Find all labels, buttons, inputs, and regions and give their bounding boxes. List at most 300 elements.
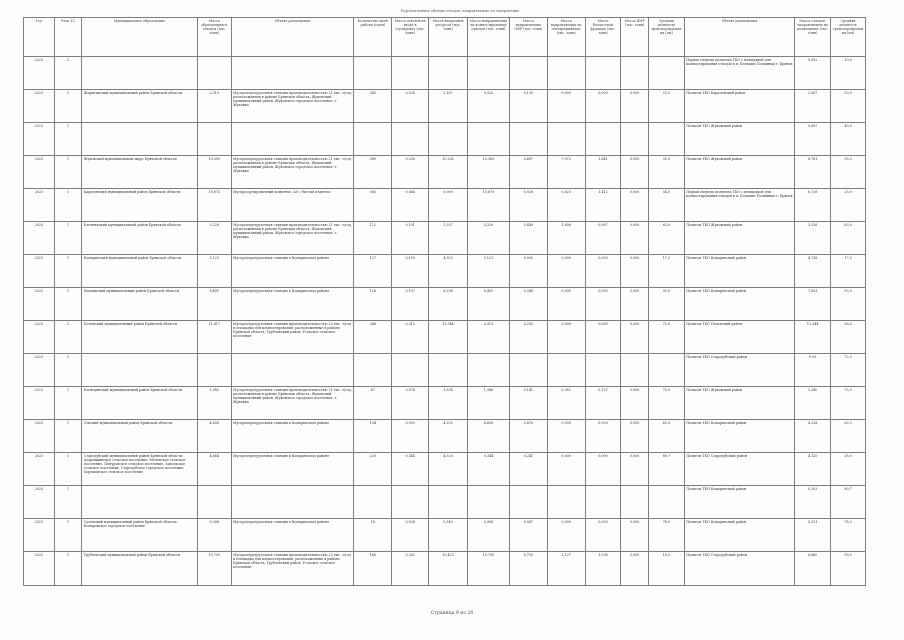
cell-stage: 1 [54, 486, 82, 519]
cell-stage: 1 [54, 123, 82, 156]
column-header: Масса отходов на входе в сортировку (тыс. тонн) [392, 18, 429, 57]
cell-days: 194 [354, 420, 392, 453]
cell-neutralization: 0,000 [547, 321, 585, 354]
cell-ballast [585, 486, 621, 519]
cell-ofr: 0,926 [509, 189, 547, 222]
cell-secondary: 10,255 [429, 156, 468, 189]
cell-distance: 54,0 [648, 189, 684, 222]
cell-facility [231, 123, 354, 156]
cell-mass: 5,123 [197, 255, 231, 288]
cell-input [392, 123, 429, 156]
page-number: Страница 9 из 26 [430, 611, 474, 616]
cell-mass: 3,328 [197, 222, 231, 255]
cell-municipality: Рогнединский муниципальный район Брянской области [82, 387, 198, 420]
table-row [24, 486, 866, 519]
cell-ballast [585, 123, 621, 156]
cell-municipality: Суземский муниципальный район Брянской области: Комаровское городское поселение [82, 519, 198, 552]
cell-distance: 72,0 [648, 321, 684, 354]
cell-compost: 10,389 [467, 156, 509, 189]
cell-secondary [429, 57, 468, 90]
cell-compost: 10,705 [467, 552, 509, 586]
cell-municipality: Комаричский муниципальный район Брянской области [82, 255, 198, 288]
cell-days: 360 [354, 156, 392, 189]
table-row [24, 519, 866, 552]
column-header: Объект размещения [684, 18, 794, 57]
cell-input [392, 486, 429, 519]
cell-municipality [82, 123, 198, 156]
cell-ofr: 0,735 [509, 552, 547, 586]
cell-distance: 93,0 [648, 288, 684, 321]
cell-municipality: Карачевский муниципальный район Брянской области [82, 189, 198, 222]
cell-compost: 0,344 [467, 453, 509, 486]
cell-days: 365 [354, 189, 392, 222]
column-header: Масса направляемых на компостирование отходов (тыс. тонн) [467, 18, 509, 57]
cell-ballast [585, 57, 621, 90]
cell-landfill: Первая очередь полигона ТКО с площадкой для компостирования отходов в п. Большие Полпинцы г. Брянск [684, 57, 794, 90]
cell-vmr: 0,000 [621, 255, 649, 288]
cell-ballast: 0,907 [585, 222, 621, 255]
cell-input: 0,074 [392, 387, 429, 420]
cell-distance: 63,0 [648, 420, 684, 453]
cell-stage: 1 [54, 189, 82, 222]
cell-landfill: Полигон ТКО Жуковский район [684, 387, 794, 420]
cell-year: 2023 [24, 255, 55, 288]
waste-flow-table [23, 17, 866, 586]
cell-ofr: 0,241 [509, 453, 547, 486]
cell-neutralization: 0,362 [547, 387, 585, 420]
cell-placed-mass: 0,321 [795, 519, 831, 552]
cell-days [354, 57, 392, 90]
cell-secondary: 1,337 [429, 222, 468, 255]
cell-facility: Мусороперегрузочная станция производительностью 23 тыс. т/год и площадка для компостирования, расположенные в районе Брянская область, Трубчевский район, Усохское сельское поселение [231, 321, 354, 354]
cell-municipality: Трубчевский муниципальный район Брянской области [82, 552, 198, 586]
cell-neutralization [547, 354, 585, 387]
cell-secondary: 2,167 [429, 90, 468, 123]
cell-mass: 1,945 [197, 387, 231, 420]
cell-ballast: 0,000 [585, 420, 621, 453]
cell-ballast: 0,137 [585, 387, 621, 420]
table-row [24, 255, 866, 288]
cell-municipality [82, 486, 198, 519]
cell-ballast: 1,412 [585, 189, 621, 222]
cell-input: 0,044 [392, 189, 429, 222]
cell-secondary [429, 123, 468, 156]
cell-year: 2023 [24, 288, 55, 321]
cell-placed-mass: 2,067 [795, 90, 831, 123]
cell-distance-2: 72,0 [831, 354, 866, 387]
cell-mass: 4,664 [197, 453, 231, 486]
column-header: Этап ТС [54, 18, 82, 57]
cell-days: 340 [354, 90, 392, 123]
cell-stage: 1 [54, 387, 82, 420]
table-row [24, 453, 866, 486]
cell-distance [648, 486, 684, 519]
cell-landfill: Полигон ТКО Жуковский район [684, 156, 794, 189]
cell-year: 2023 [24, 123, 55, 156]
cell-secondary: 1,874 [429, 387, 468, 420]
cell-neutralization: 5,623 [547, 189, 585, 222]
cell-year: 2023 [24, 486, 55, 519]
cell-landfill: Полигон ТКО Почепский район [684, 321, 794, 354]
cell-vmr [621, 486, 649, 519]
table-row [24, 156, 866, 189]
cell-landfill: Полигон ТКО Жуковский район [684, 123, 794, 156]
cell-year: 2023 [24, 222, 55, 255]
cell-municipality [82, 57, 198, 90]
cell-ballast: 0,000 [585, 321, 621, 354]
cell-distance [648, 123, 684, 156]
column-header: Масса отходов, направляемых на размещение (тыс. тонн) [795, 18, 831, 57]
cell-neutralization: 0,000 [547, 90, 585, 123]
cell-landfill: Полигон ТКО Комаричский район [684, 420, 794, 453]
cell-neutralization [547, 123, 585, 156]
cell-year: 2023 [24, 420, 55, 453]
cell-vmr: 0,000 [621, 321, 649, 354]
cell-facility: Мусороперегрузочная станция производительностью 21 тыс. т/год, расположенная в районе Брянская область, Жуковский муниципальный район, Жуковское городское поселение, г. Жуковка [231, 156, 354, 189]
cell-input: 0,303 [392, 420, 429, 453]
cell-stage: 1 [54, 156, 82, 189]
cell-mass [197, 57, 231, 90]
cell-compost: 3,328 [467, 222, 509, 255]
cell-stage: 1 [54, 57, 82, 90]
cell-vmr: 0,000 [621, 387, 649, 420]
cell-ofr [509, 123, 547, 156]
cell-municipality: Стародубский муниципальный район Брянской области: Азаровщинское сельское поселение, Меленское сельское поселение, Понуровское сельское поселение, Запольское сельское поселение, Стародубское городское поселение, Хорошовское сельское поселение [82, 453, 198, 486]
cell-days: 127 [354, 255, 392, 288]
table-row [24, 552, 866, 586]
cell-ballast [585, 354, 621, 387]
cell-ballast: 0,000 [585, 255, 621, 288]
cell-neutralization: 0,000 [547, 420, 585, 453]
cell-secondary: 4,320 [429, 453, 468, 486]
cell-facility: Мусороперегрузочная станция в Комаричском районе [231, 519, 354, 552]
cell-vmr: 0,000 [621, 420, 649, 453]
cell-ofr: 0,000 [509, 255, 547, 288]
cell-distance-2: 18,0 [831, 453, 866, 486]
cell-distance [648, 57, 684, 90]
cell-facility [231, 486, 354, 519]
cell-placed-mass: 0,392 [795, 57, 831, 90]
cell-municipality: Клетнянский муниципальный район Брянской области [82, 222, 198, 255]
cell-ofr [509, 57, 547, 90]
column-header: Масса направляемых на обезвреживание (тыс. тонн) [547, 18, 585, 57]
cell-ofr: 0,348 [509, 288, 547, 321]
cell-vmr: 0,000 [621, 222, 649, 255]
cell-placed-mass: 1,240 [795, 387, 831, 420]
cell-distance-2: 25,0 [831, 189, 866, 222]
cell-vmr: 0,000 [621, 519, 649, 552]
cell-secondary [429, 486, 468, 519]
cell-stage: 1 [54, 255, 82, 288]
cell-distance-2: 80,7 [831, 486, 866, 519]
cell-mass [197, 354, 231, 387]
cell-ofr: 0,141 [509, 387, 547, 420]
cell-year: 2023 [24, 453, 55, 486]
cell-facility: Мусороперегрузочная станция производительностью 21 тыс. т/год, расположенная в районе Брянская область, Жуковский муниципальный район, Жуковское городское поселение, г. Жуковка [231, 387, 354, 420]
cell-placed-mass: 4,120 [795, 453, 831, 486]
cell-ballast: 1,641 [585, 156, 621, 189]
cell-vmr [621, 57, 649, 90]
cell-compost: 5,123 [467, 255, 509, 288]
cell-days: 18 [354, 519, 392, 552]
cell-landfill: Полигон ТКО Жуковский район [684, 222, 794, 255]
cell-ofr: 0,470 [509, 420, 547, 453]
cell-distance-2: 17,0 [831, 255, 866, 288]
cell-stage: 1 [54, 321, 82, 354]
cell-input [392, 354, 429, 387]
cell-facility: Мусороперегрузочная станция в Комаричском районе [231, 255, 354, 288]
cell-ofr: 0,255 [509, 321, 547, 354]
cell-neutralization: 0,000 [547, 288, 585, 321]
cell-stage: 1 [54, 453, 82, 486]
column-header: Масса вторичных ресурсов (тыс. тонн) [429, 18, 468, 57]
cell-facility [231, 354, 354, 387]
cell-landfill: Полигон ТКО Карачевский район [684, 90, 794, 123]
cell-placed-mass: 6,726 [795, 189, 831, 222]
cell-stage: 1 [54, 90, 82, 123]
cell-year: 2023 [24, 519, 55, 552]
cell-input: 0,028 [392, 519, 429, 552]
cell-input: 0,344 [392, 453, 429, 486]
cell-days: 126 [354, 288, 392, 321]
cell-landfill: Полигон ТКО Стародубский район [684, 552, 794, 586]
cell-days [354, 486, 392, 519]
cell-landfill: Полигон ТКО Комаричский район [684, 486, 794, 519]
cell-days [354, 354, 392, 387]
cell-neutralization [547, 486, 585, 519]
cell-placed-mass: 0,087 [795, 123, 831, 156]
column-header: Средняя дальность транспортирования (км) [648, 18, 684, 57]
cell-secondary: 4,355 [429, 420, 468, 453]
table-row [24, 387, 866, 420]
cell-days [354, 123, 392, 156]
cell-distance: 18,0 [648, 552, 684, 586]
cell-neutralization [547, 57, 585, 90]
cell-distance-2: 63,0 [831, 420, 866, 453]
cell-input: 0,191 [392, 222, 429, 255]
cell-vmr: 0,000 [621, 453, 649, 486]
cell-distance: 80,7 [648, 453, 684, 486]
cell-distance: 35,0 [648, 156, 684, 189]
cell-distance-2: 10,0 [831, 57, 866, 90]
cell-compost: 4,658 [467, 420, 509, 453]
cell-facility: Мусороперегрузочная станция производительностью 23 тыс. т/год и площадка для компостирования, расположенные в районе Брянская область, Трубчевский район, Усохское сельское поселение [231, 552, 354, 586]
cell-municipality: Почепский муниципальный район Брянской области [82, 321, 198, 354]
cell-placed-mass: 7,853 [795, 288, 831, 321]
cell-vmr: 0,000 [621, 552, 649, 586]
cell-secondary: 8,296 [429, 288, 468, 321]
cell-distance: 75,0 [648, 387, 684, 420]
cell-neutralization: 0,000 [547, 519, 585, 552]
cell-mass [197, 123, 231, 156]
cell-secondary: 0,069 [429, 189, 468, 222]
cell-input: 9,250 [392, 156, 429, 189]
cell-mass: 2,315 [197, 90, 231, 123]
cell-distance-2: 40,0 [831, 123, 866, 156]
cell-landfill: Первая очередь полигона ТКО с площадкой для компостирования отходов в п. Большие Полпинцы г. Брянск [684, 189, 794, 222]
cell-distance-2: 78,0 [831, 519, 866, 552]
cell-compost: 0,313 [467, 321, 509, 354]
cell-landfill: Полигон ТКО Комаричский район [684, 519, 794, 552]
table-caption: Перспективные объемы отходов, направляемые на захоронение [400, 9, 520, 13]
cell-placed-mass: 6,781 [795, 156, 831, 189]
cell-neutralization: 1,808 [547, 222, 585, 255]
cell-input: 0,197 [392, 288, 429, 321]
cell-mass: 4,658 [197, 420, 231, 453]
cell-compost: 0,368 [467, 519, 509, 552]
cell-vmr: 0,000 [621, 156, 649, 189]
table-row [24, 354, 866, 387]
cell-mass: 8,401 [197, 288, 231, 321]
cell-mass [197, 486, 231, 519]
cell-landfill: Полигон ТКО Стародубский район [684, 453, 794, 486]
cell-facility: Мусороперегрузочная станция производительностью 21 тыс. т/год, расположенная в районе Брянская область, Жуковский муниципальный район, Жуковское городское поселение, г. Жуковка [231, 90, 354, 123]
cell-distance-2: 75,0 [831, 387, 866, 420]
cell-landfill: Полигон ТКО Комаричский район [684, 288, 794, 321]
cell-municipality: Севский муниципальный район Брянской области [82, 420, 198, 453]
cell-compost: 8,401 [467, 288, 509, 321]
column-header: Средняя дальность транспортирования (км) [831, 18, 866, 57]
cell-ballast: 0,000 [585, 453, 621, 486]
cell-mass: 10,705 [197, 552, 231, 586]
table-row [24, 57, 866, 90]
column-header: Масса балластной фракции (тыс. тонн) [585, 18, 621, 57]
cell-ballast: 0,000 [585, 519, 621, 552]
cell-ofr [509, 486, 547, 519]
column-header: Масса ВМР (тыс. тонн) [621, 18, 649, 57]
cell-secondary: 10,423 [429, 552, 468, 586]
table-body [24, 57, 866, 586]
cell-facility: Мусоросортировочный комплекс, АО «Чистая планета» [231, 189, 354, 222]
cell-neutralization: 0,000 [547, 255, 585, 288]
cell-input: 0,313 [392, 321, 429, 354]
cell-compost: 1,946 [467, 387, 509, 420]
table-row [24, 288, 866, 321]
cell-neutralization: 0,000 [547, 453, 585, 486]
cell-municipality: Навлинский муниципальный район Брянской области [82, 288, 198, 321]
cell-days: 47 [354, 387, 392, 420]
cell-facility: Мусороперегрузочная станция в Комаричском районе [231, 420, 354, 453]
cell-ofr: 0,449 [509, 222, 547, 255]
cell-stage: 1 [54, 222, 82, 255]
cell-compost: 0,320 [467, 90, 509, 123]
cell-days: 220 [354, 453, 392, 486]
cell-compost [467, 354, 509, 387]
cell-ofr [509, 354, 547, 387]
cell-landfill: Полигон ТКО Стародубский район [684, 354, 794, 387]
cell-secondary: 11,544 [429, 321, 468, 354]
cell-mass: 10,673 [197, 189, 231, 222]
cell-vmr: 0,000 [621, 288, 649, 321]
table-row [24, 321, 866, 354]
column-header: Масса образующихся отходов (тыс. тонн) [197, 18, 231, 57]
cell-secondary [429, 354, 468, 387]
cell-year: 2023 [24, 552, 55, 586]
cell-distance-2: 93,0 [831, 288, 866, 321]
column-header: Количество дней работы (смен) [354, 18, 392, 57]
cell-year: 2023 [24, 90, 55, 123]
cell-secondary: 4,923 [429, 255, 468, 288]
cell-ofr: 0,687 [509, 156, 547, 189]
table-header-row [24, 18, 866, 57]
table-row [24, 189, 866, 222]
cell-facility: Мусороперегрузочная станция в Комаричском районе [231, 453, 354, 486]
cell-year: 2023 [24, 321, 55, 354]
cell-ballast: 1,036 [585, 552, 621, 586]
cell-distance-2: 53,0 [831, 90, 866, 123]
cell-input [392, 57, 429, 90]
cell-placed-mass: 4,228 [795, 420, 831, 453]
cell-distance-2: 36,0 [831, 321, 866, 354]
cell-neutralization: 3,127 [547, 552, 585, 586]
cell-days: 122 [354, 222, 392, 255]
cell-ofr: 0,130 [509, 90, 547, 123]
cell-landfill: Полигон ТКО Комаричский район [684, 255, 794, 288]
cell-compost [467, 123, 509, 156]
cell-year: 2023 [24, 387, 55, 420]
cell-days: 246 [354, 321, 392, 354]
cell-municipality: Жуковский муниципальный округ Брянской области [82, 156, 198, 189]
cell-municipality [82, 354, 198, 387]
cell-distance-2: 39,0 [831, 552, 866, 586]
cell-year: 2023 [24, 57, 55, 90]
cell-distance: 17,0 [648, 255, 684, 288]
table-row [24, 420, 866, 453]
cell-vmr [621, 123, 649, 156]
cell-placed-mass: 3,326 [795, 222, 831, 255]
column-header: Муниципальное образование [82, 18, 198, 57]
cell-distance [648, 354, 684, 387]
cell-distance-2: 35,0 [831, 156, 866, 189]
cell-mass: 10,359 [197, 156, 231, 189]
cell-facility [231, 57, 354, 90]
cell-vmr: 0,000 [621, 90, 649, 123]
cell-municipality: Жирятинский муниципальный район Брянской области [82, 90, 198, 123]
cell-input: 0,338 [392, 90, 429, 123]
cell-ofr: 0,047 [509, 519, 547, 552]
cell-distance: 78,0 [648, 519, 684, 552]
cell-stage: 1 [54, 288, 82, 321]
cell-vmr [621, 354, 649, 387]
column-header: Год [24, 18, 55, 57]
cell-placed-mass: 0,09 [795, 354, 831, 387]
cell-stage: 1 [54, 354, 82, 387]
cell-mass: 11,817 [197, 321, 231, 354]
cell-ballast: 0,000 [585, 90, 621, 123]
cell-year: 2023 [24, 354, 55, 387]
cell-neutralization: 7,072 [547, 156, 585, 189]
cell-vmr: 0,000 [621, 189, 649, 222]
table-row [24, 90, 866, 123]
cell-placed-mass: 0,103 [795, 486, 831, 519]
cell-compost [467, 57, 509, 90]
cell-stage: 1 [54, 519, 82, 552]
cell-year: 2023 [24, 189, 55, 222]
cell-stage: 1 [54, 420, 82, 453]
table-row [24, 123, 866, 156]
column-header: Масса направляемых ОФР (тыс. тонн) [509, 18, 547, 57]
cell-days: 160 [354, 552, 392, 586]
cell-placed-mass: 11,344 [795, 321, 831, 354]
cell-mass: 0,368 [197, 519, 231, 552]
cell-ballast: 0,000 [585, 288, 621, 321]
cell-distance-2: 63,0 [831, 222, 866, 255]
table-row [24, 222, 866, 255]
cell-input: 0,282 [392, 552, 429, 586]
cell-secondary: 0,340 [429, 519, 468, 552]
cell-compost [467, 486, 509, 519]
cell-year: 2023 [24, 156, 55, 189]
